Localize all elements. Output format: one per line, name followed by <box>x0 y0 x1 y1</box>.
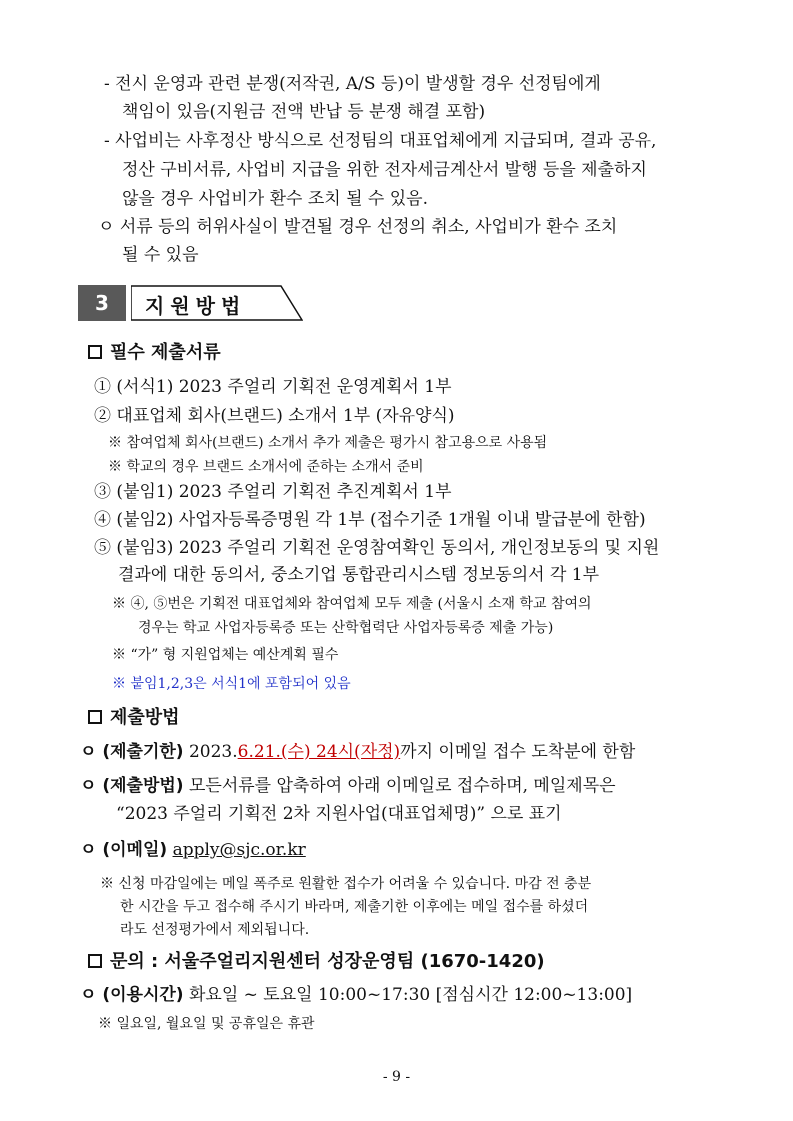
doc-item-2: ② 대표업체 회사(브랜드) 소개서 1부 (자유양식) <box>94 406 455 426</box>
hours-text: 화요일 ~ 토요일 10:00~17:30 [점심시간 12:00~13:00] <box>188 985 633 1005</box>
deadline-rest: 까지 이메일 접수 도착분에 한함 <box>400 742 636 762</box>
deadline-note: ※ 신청 마감일에는 메일 폭주로 원활한 접수가 어려울 수 있습니다. 마감 전 충분 <box>100 876 592 892</box>
dash-item-dispute: - 전시 운영과 관련 분쟁(저작권, A/S 등)이 발생할 경우 선정팀에게 <box>104 74 601 94</box>
section-title-box <box>131 285 303 321</box>
doc-note-3: ※ ④, ⑤번은 기획전 대표업체와 참여업체 모두 제출 (서울시 소재 학교 참여의 <box>112 596 592 612</box>
deadline-note-cont2: 라도 선정평가에서 제외됩니다. <box>120 922 310 938</box>
doc-note-1: ※ 참여업체 회사(브랜드) 소개서 추가 제출은 평가시 참고용으로 사용됨 <box>108 435 548 451</box>
section-number: 3 <box>78 285 126 321</box>
email-label: ㅇ (이메일) <box>80 840 168 860</box>
checkbox-square-icon <box>88 345 102 359</box>
method-label: ㅇ (제출방법) <box>80 776 184 796</box>
doc-note-3-cont: 경우는 학교 사업자등록증 또는 산학협력단 사업자등록증 제출 가능) <box>138 620 554 636</box>
doc-item-4: ④ (붙임2) 사업자등록증명원 각 1부 (접수기준 1개월 이내 발급분에 한함) <box>94 510 646 530</box>
email-link[interactable]: apply@sjc.or.kr <box>172 840 306 860</box>
submission-method-heading: 제출방법 <box>88 707 180 729</box>
doc-note-2: ※ 학교의 경우 브랜드 소개서에 준하는 소개서 준비 <box>108 459 424 475</box>
dash-item-settlement-cont2: 않을 경우 사업비가 환수 조치 될 수 있음. <box>122 189 428 209</box>
deadline-note-cont: 한 시간을 두고 접수해 주시기 바라며, 제출기한 이후에는 메일 접수를 하셨더 <box>120 899 589 915</box>
hours-line <box>80 984 632 1006</box>
deadline-year: 2023. <box>188 742 238 762</box>
doc-item-5-cont: 결과에 대한 동의서, 중소기업 통합관리시스템 정보동의서 각 1부 <box>118 565 600 585</box>
page-number: - 9 - <box>382 1069 411 1085</box>
method-line-cont: “2023 주얼리 기획전 2차 지원사업(대표업체명)” 으로 표기 <box>116 804 562 824</box>
method-line <box>80 775 616 797</box>
deadline-date: 6.21.(수) 24시(자정) <box>237 742 401 762</box>
email-line <box>80 839 306 861</box>
deadline-line <box>80 741 635 763</box>
method-text: 모든서류를 압축하여 아래 이메일로 접수하며, 메일제목은 <box>188 776 616 796</box>
checkbox-square-icon <box>88 710 102 724</box>
doc-item-3: ③ (붙임1) 2023 주얼리 기획전 추진계획서 1부 <box>94 482 452 502</box>
section-title: 지원방법 <box>145 294 247 318</box>
dash-item-settlement: - 사업비는 사후정산 방식으로 선정팀의 대표업체에게 지급되며, 결과 공유, <box>104 131 657 151</box>
circle-item-false-docs: ㅇ 서류 등의 허위사실이 발견될 경우 선정의 취소, 사업비가 환수 조치 <box>98 217 618 237</box>
circle-item-false-docs-cont: 될 수 있음 <box>122 245 199 265</box>
deadline-label: ㅇ (제출기한) <box>80 742 184 762</box>
contact-heading: 문의 : 서울주얼리지원센터 성장운영팀 (1670-1420) <box>88 951 545 973</box>
checkbox-square-icon <box>88 954 102 968</box>
required-docs-heading: 필수 제출서류 <box>88 342 221 364</box>
hours-label: ㅇ (이용시간) <box>80 985 184 1005</box>
closed-note: ※ 일요일, 월요일 및 공휴일은 휴관 <box>98 1016 315 1032</box>
doc-note-4: ※ “가” 형 지원업체는 예산계획 필수 <box>112 647 339 663</box>
doc-item-5: ⑤ (붙임3) 2023 주얼리 기획전 운영참여확인 동의서, 개인정보동의 및 지원 <box>94 538 660 558</box>
doc-item-1: ① (서식1) 2023 주얼리 기획전 운영계획서 1부 <box>94 377 452 397</box>
dash-item-dispute-cont: 책임이 있음(지원금 전액 반납 등 분쟁 해결 포함) <box>122 102 486 122</box>
dash-item-settlement-cont: 정산 구비서류, 사업비 지급을 위한 전자세금계산서 발행 등을 제출하지 <box>122 160 647 180</box>
doc-note-5: ※ 붙임1,2,3은 서식1에 포함되어 있음 <box>112 676 351 692</box>
